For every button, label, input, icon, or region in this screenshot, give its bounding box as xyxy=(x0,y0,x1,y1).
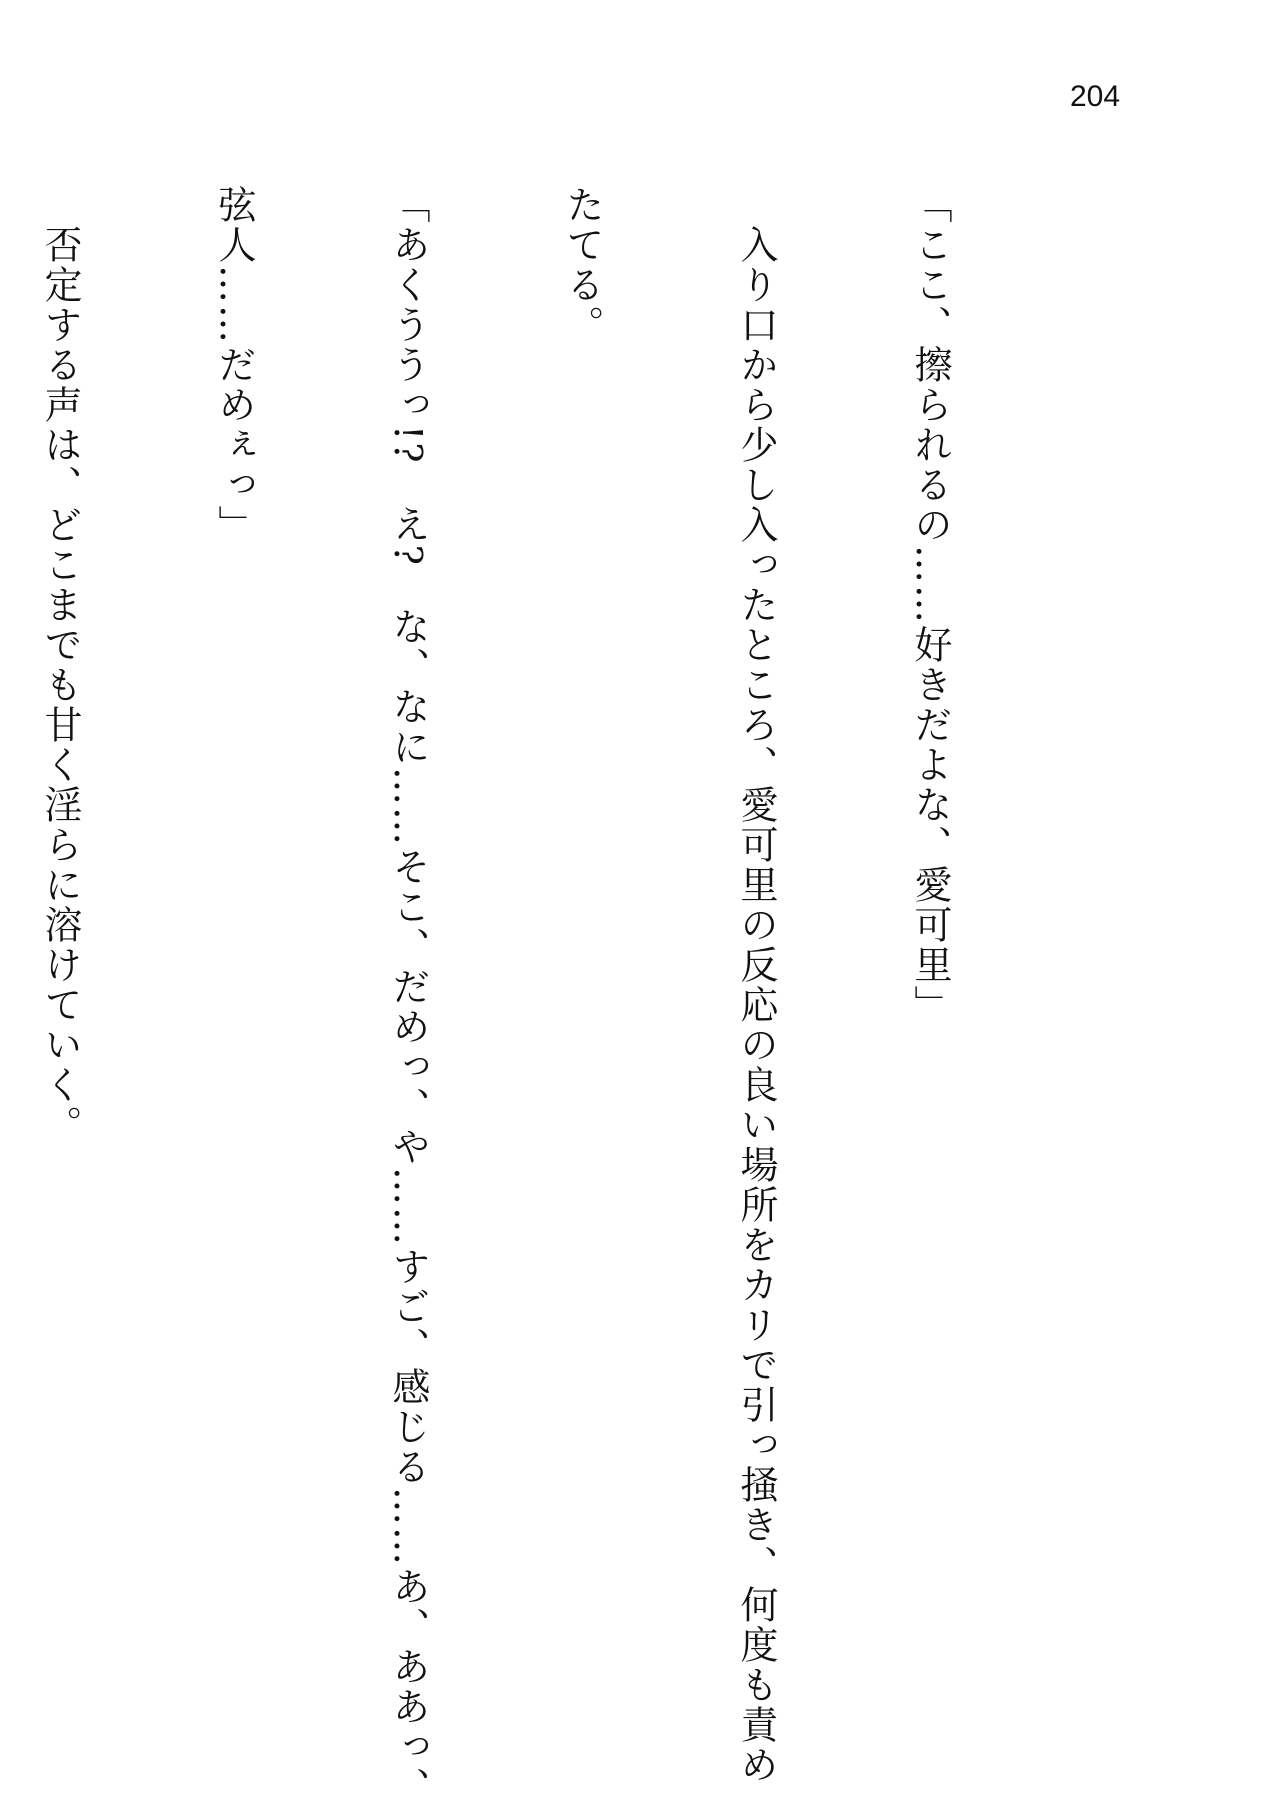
text-line: たてる。 xyxy=(560,185,604,345)
text-line: 弦人……だめぇっ」 xyxy=(212,185,256,545)
text-line: 「ここ、擦られるの……好きだよな、愛可里」 xyxy=(908,185,952,1025)
text-line: 「あくううっ!? え? な、なに……そこ、だめっ、や……すご、感じる……あ、ああっ、 xyxy=(386,185,430,1807)
novel-text-body xyxy=(0,185,1075,1807)
text-line: 否定する声は、どこまでも甘く淫らに溶けていく。 xyxy=(38,185,82,1145)
page-number: 204 xyxy=(1070,80,1121,113)
text-line: 入り口から少し入ったところ、愛可里の反応の良い場所をカリで引っ掻き、何度も責め xyxy=(734,185,778,1785)
